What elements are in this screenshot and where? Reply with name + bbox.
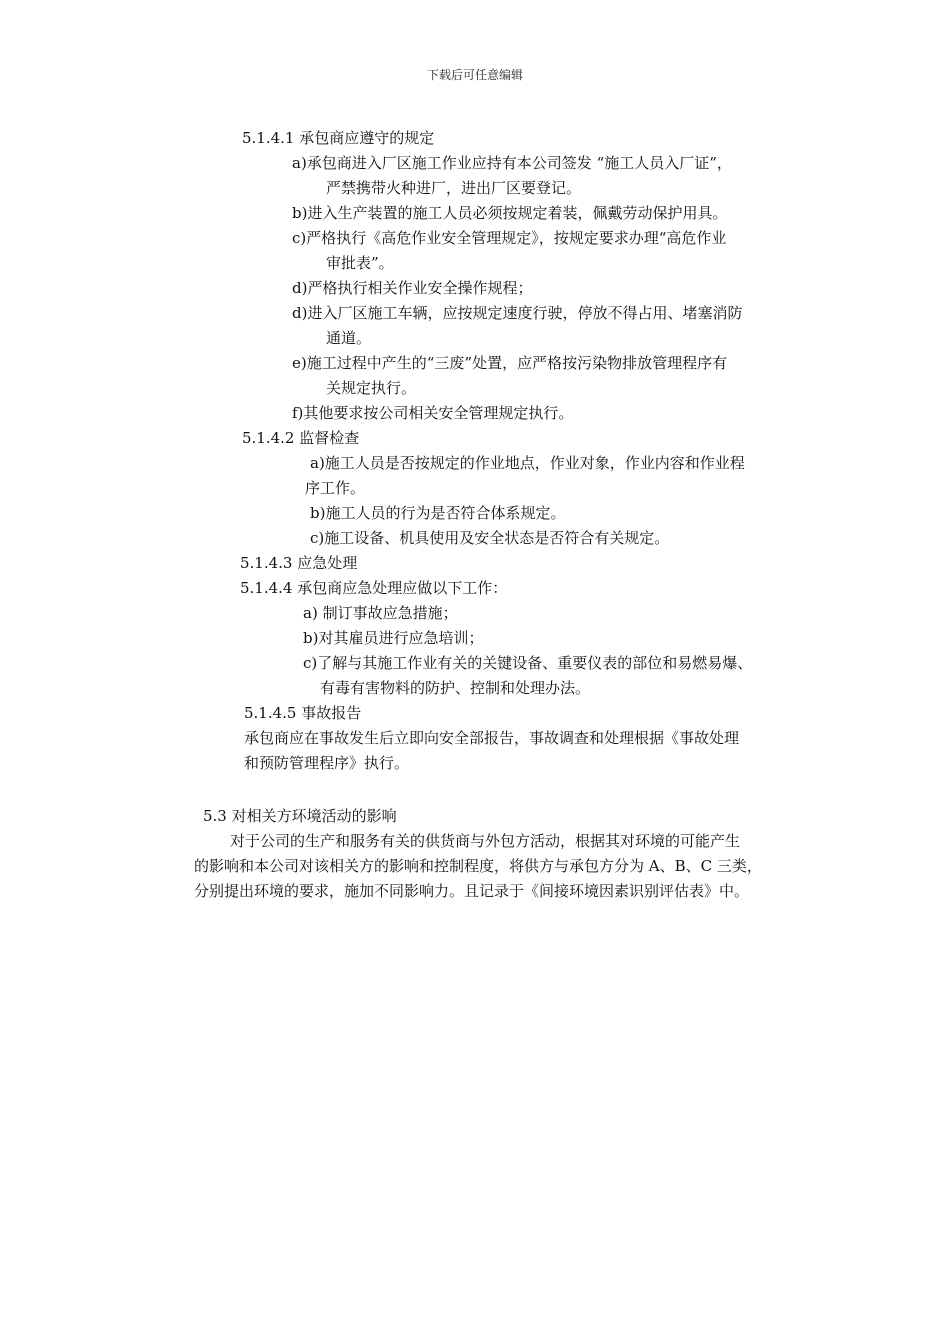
- list-item: c)施工设备、机具使用及安全状态是否符合有关规定。: [310, 529, 670, 547]
- list-item: 有毒有害物料的防护、控制和处理办法。: [320, 679, 591, 697]
- list-item: c)了解与其施工作业有关的关键设备、重要仪表的部位和易燃易爆、: [303, 654, 753, 672]
- list-item: 通道。: [326, 329, 372, 347]
- paragraph-line: 对于公司的生产和服务有关的供货商与外包方活动，根据其对环境的可能产生: [230, 832, 741, 850]
- paragraph-line: 和预防管理程序》执行。: [244, 754, 410, 772]
- paragraph-line: 分别提出环境的要求，施加不同影响力。且记录于《间接环境因素识别评估表》中。: [194, 882, 750, 900]
- list-item: e)施工过程中产生的“三废”处置，应严格按污染物排放管理程序有: [292, 354, 728, 372]
- paragraph-line: 承包商应在事故发生后立即向安全部报告，事故调查和处理根据《事故处理: [244, 729, 740, 747]
- page-header: 下载后可任意编辑: [426, 68, 523, 82]
- list-item: b)进入生产装置的施工人员必须按规定着装，佩戴劳动保护用具。: [292, 204, 728, 222]
- list-item: a)承包商进入厂区施工作业应持有本公司签发 “施工人员入厂证”，: [292, 154, 732, 172]
- list-item: d)严格执行相关作业安全操作规程；: [292, 279, 533, 297]
- list-item: b)施工人员的行为是否符合体系规定。: [310, 504, 566, 522]
- section-5-1-4-4-title: 5.1.4.4 承包商应急处理应做以下工作：: [240, 579, 508, 597]
- list-item: d)进入厂区施工车辆，应按规定速度行驶，停放不得占用、堵塞消防: [292, 304, 743, 322]
- list-item: 审批表”。: [326, 254, 394, 272]
- section-5-1-4-2-title: 5.1.4.2 监督检查: [242, 429, 360, 447]
- list-item: f)其他要求按公司相关安全管理规定执行。: [292, 404, 574, 422]
- list-item: a)施工人员是否按规定的作业地点，作业对象，作业内容和作业程: [310, 454, 745, 472]
- list-item: b)对其雇员进行应急培训；: [303, 629, 484, 647]
- list-item: a) 制订事故应急措施；: [303, 604, 458, 622]
- section-5-1-4-5-title: 5.1.4.5 事故报告: [244, 704, 362, 722]
- section-5-1-4-1-title: 5.1.4.1 承包商应遵守的规定: [242, 129, 435, 147]
- list-item: 严禁携带火种进厂，进出厂区要登记。: [326, 179, 582, 197]
- section-5-1-4-3-title: 5.1.4.3 应急处理: [240, 554, 358, 572]
- paragraph-line: 的影响和本公司对该相关方的影响和控制程度，将供方与承包方分为 A、B、C 三类，: [194, 857, 762, 875]
- list-item: 序工作。: [305, 479, 366, 497]
- list-item: 关规定执行。: [326, 379, 417, 397]
- list-item: c)严格执行《高危作业安全管理规定》，按规定要求办理“高危作业: [292, 229, 727, 247]
- section-5-3-title: 5.3 对相关方环境活动的影响: [203, 807, 397, 825]
